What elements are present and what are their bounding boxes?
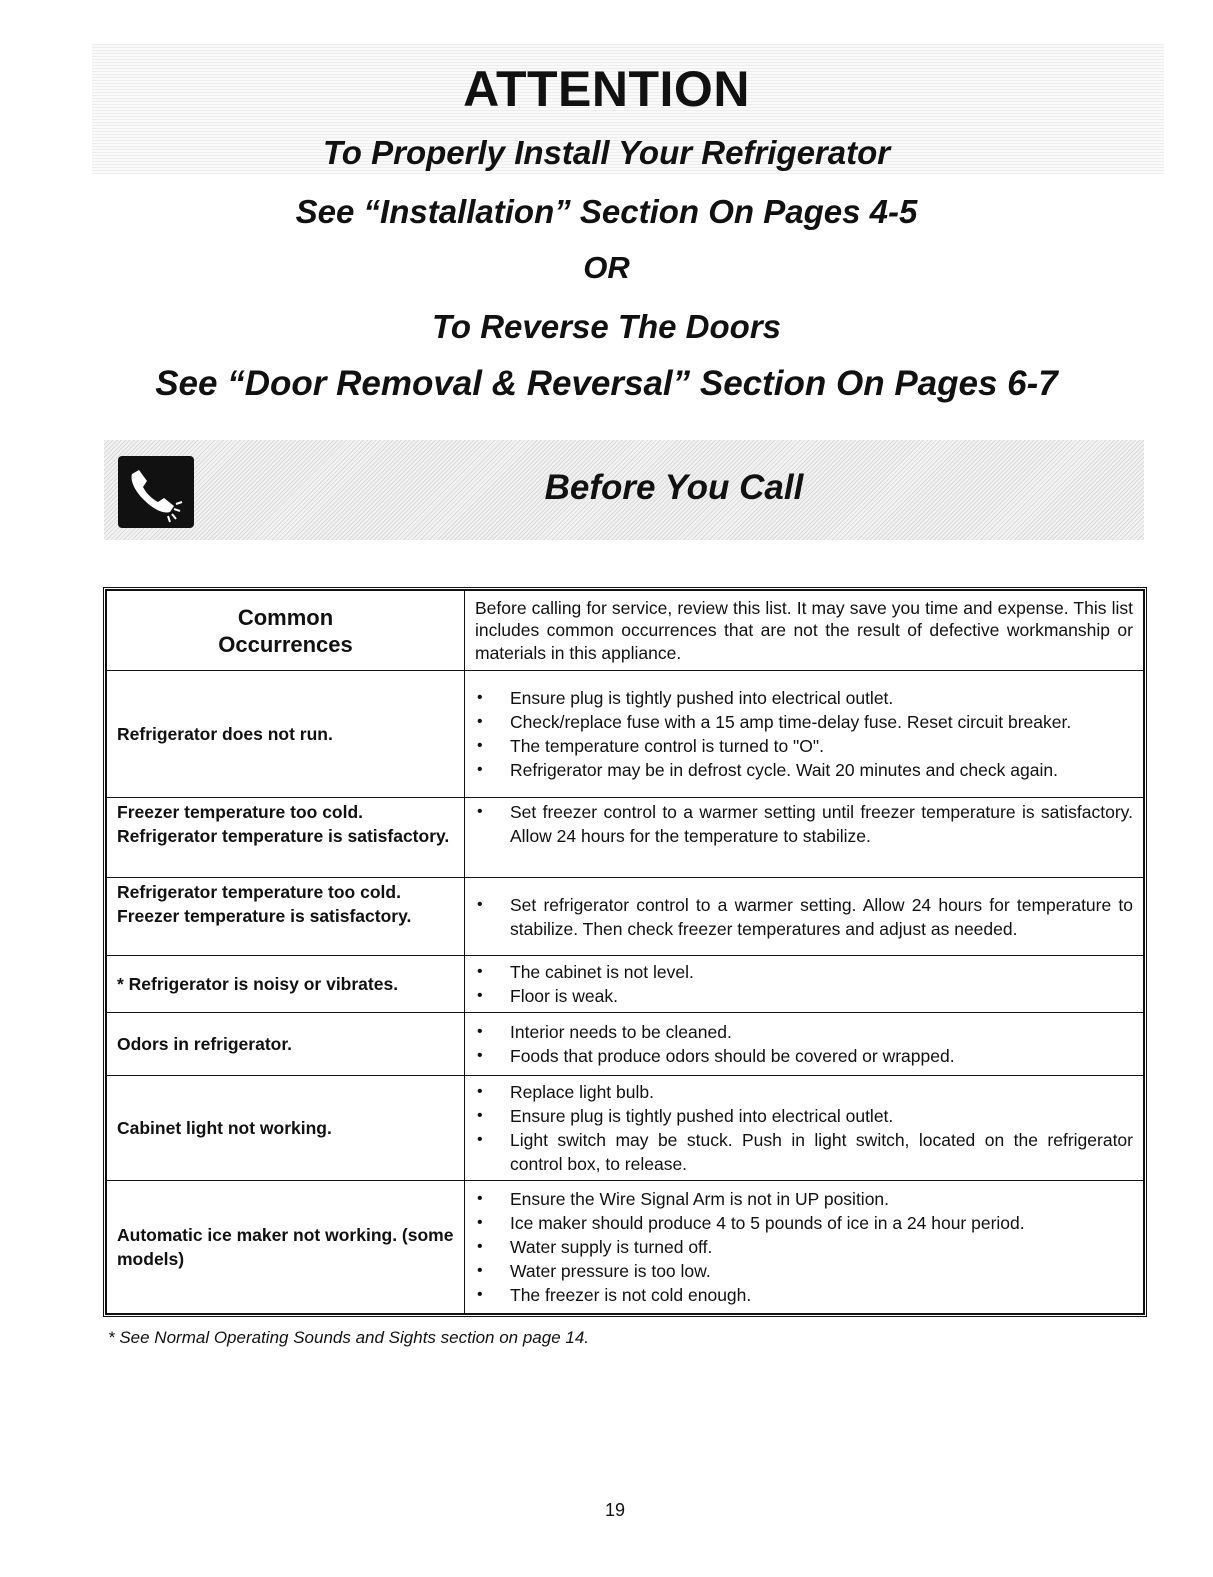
solutions-list [475,960,1133,1008]
header-intro-text: Before calling for service, review this list. It may save you time and expense. This list includes common occurrences that are not the result of defective workmanship or materials in this appliance. [465,591,1144,671]
list-item: • Ensure plug is tightly pushed into electrical outlet. [475,686,1133,710]
list-item: • Water supply is turned off. [475,1235,1133,1259]
install-heading: To Properly Install Your Refrigerator [322,134,891,171]
list-item: • Interior needs to be cleaned. [475,1020,1133,1044]
table-row [107,798,1144,878]
table-row [107,1013,1144,1076]
list-item: • Water pressure is too low. [475,1259,1133,1283]
table-row [107,1076,1144,1181]
problem-cell: Cabinet light not working. [107,1076,465,1181]
attention-title: ATTENTION [463,61,750,117]
footnote: * See Normal Operating Sounds and Sights section on page 14. [108,1328,590,1347]
list-item: • Floor is weak. [475,984,1133,1008]
solutions-cell [465,798,1144,878]
solutions-cell [465,1076,1144,1181]
problem-cell: * Refrigerator is noisy or vibrates. [107,956,465,1013]
problem-cell: Refrigerator does not run. [107,671,465,798]
solutions-cell [465,878,1144,956]
list-item: • Set freezer control to a warmer setting until freezer temperature is satisfactory. Allow 24 hours for the temperature to stabilize. [475,800,1133,848]
list-item: • Set refrigerator control to a warmer setting. Allow 24 hours for temperature to stabilize. Then check freezer temperatures and adjust as needed. [475,893,1133,941]
page-number: 19 [604,1500,626,1520]
table-header-row [107,591,1144,671]
problem-cell: Refrigerator temperature too cold. Freezer temperature is satisfactory. [107,878,465,956]
list-item: • Ice maker should produce 4 to 5 pounds of ice in a 24 hour period. [475,1211,1133,1235]
table-row [107,671,1144,798]
solutions-list [475,1080,1133,1176]
or-separator: OR [583,250,630,285]
solutions-cell [465,671,1144,798]
solutions-list [475,1187,1133,1307]
column-header-occurrences [107,591,465,671]
solutions-cell [465,1013,1144,1076]
table-row [107,878,1144,956]
door-reversal-reference: See “Door Removal & Reversal” Section On Pages 6-7 [155,364,1058,403]
problem-cell: Freezer temperature too cold. Refrigerator temperature is satisfactory. [107,798,465,878]
solutions-cell [465,1181,1144,1314]
problem-cell: Automatic ice maker not working. (some models) [107,1181,465,1314]
list-item: • The freezer is not cold enough. [475,1283,1133,1307]
solutions-list [475,800,1133,848]
table-row [107,956,1144,1013]
list-item: • Ensure plug is tightly pushed into electrical outlet. [475,1104,1133,1128]
list-item: • Foods that produce odors should be covered or wrapped. [475,1044,1133,1068]
section-title: Before You Call [544,468,804,507]
header-left-line: Occurrences [218,631,353,657]
list-item: • Replace light bulb. [475,1080,1133,1104]
reverse-doors-heading: To Reverse The Doors [431,308,782,345]
list-item: • Ensure the Wire Signal Arm is not in UP position. [475,1187,1133,1211]
header-left-line: Common [237,604,334,630]
problem-cell: Odors in refrigerator. [107,1013,465,1076]
solutions-list [475,1020,1133,1068]
before-you-call-bar [104,440,1144,540]
troubleshooting-table [103,587,1147,1317]
list-item: • The temperature control is turned to "O". [475,734,1133,758]
list-item: • Light switch may be stuck. Push in light switch, located on the refrigerator control box, to release. [475,1128,1133,1176]
install-reference: See “Installation” Section On Pages 4-5 [295,193,918,230]
list-item: • Check/replace fuse with a 15 amp time-delay fuse. Reset circuit breaker. [475,710,1133,734]
solutions-list [475,686,1133,782]
solutions-list [475,893,1133,941]
list-item: • Refrigerator may be in defrost cycle. Wait 20 minutes and check again. [475,758,1133,782]
list-item: • The cabinet is not level. [475,960,1133,984]
solutions-cell [465,956,1144,1013]
table-row [107,1181,1144,1314]
